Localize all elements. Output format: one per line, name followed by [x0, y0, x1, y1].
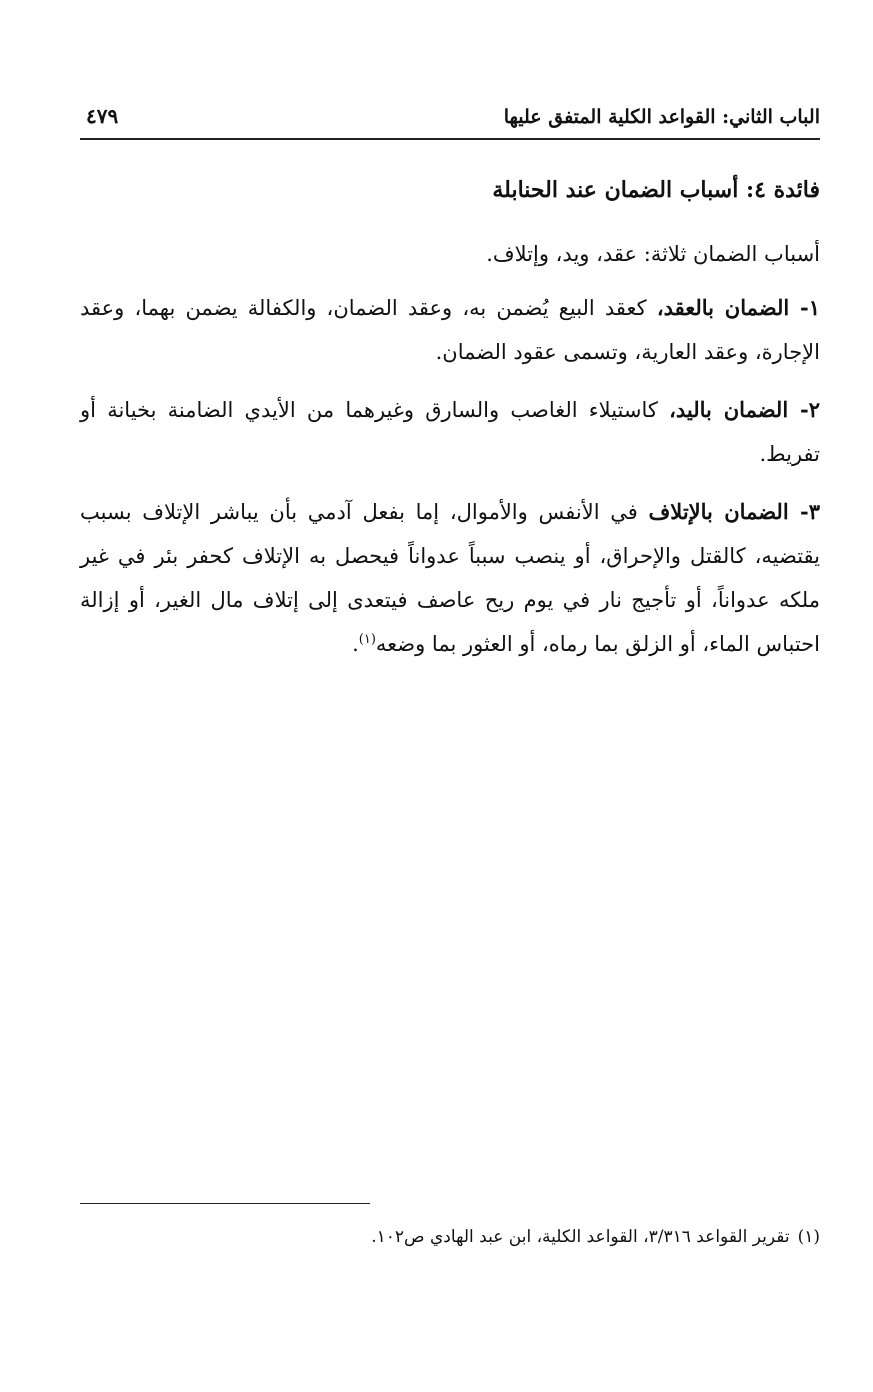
footnote-reference[interactable]: (١) [358, 632, 376, 647]
list-item [80, 286, 820, 374]
page-header [80, 98, 820, 140]
footnote-divider [80, 1203, 370, 1204]
page-number: ٤٧٩ [86, 104, 119, 128]
item-text: في الأنفس والأموال، إما بفعل آدمي بأن يباشر الإتلاف بسبب يقتضيه، كالقتل والإحراق، أو ينصب سبباً عدواناً فيحصل به الإتلاف كحفر بئر في غير ملكه عدواناً، أو تأجيج نار في يوم ريح عاصف فيتعدى إلى إتلاف مال الغير، أو إزالة احتباس الماء، أو الزلق بما رماه، أو العثور بما وضعه [80, 500, 820, 656]
item-lead: ١- الضمان بالعقد، [656, 295, 820, 320]
footnote [371, 1224, 820, 1250]
running-title: الباب الثاني: القواعد الكلية المتفق عليها [503, 106, 820, 128]
item-lead: ٢- الضمان باليد، [669, 397, 820, 422]
item-text: كاستيلاء الغاصب والسارق وغيرهما من الأيدي الضامنة بخيانة أو تفريط. [80, 398, 820, 466]
main-content [80, 170, 820, 680]
item-end: . [352, 632, 359, 656]
list-item [80, 490, 820, 666]
item-lead: ٣- الضمان بالإتلاف [648, 499, 821, 524]
item-text: كعقد البيع يُضمن به، وعقد الضمان، والكفالة يضمن بهما، وعقد الإجارة، وعقد العارية، وتسمى عقود الضمان. [80, 296, 820, 364]
section-heading: فائدة ٤: أسباب الضمان عند الحنابلة [492, 177, 820, 203]
list-item [80, 388, 820, 476]
footnote-text: تقرير القواعد ٣/٣١٦، القواعد الكلية، ابن عبد الهادي ص١٠٢. [371, 1227, 790, 1247]
footnote-marker: (١) [797, 1227, 820, 1247]
document-page [80, 0, 820, 1392]
intro-paragraph: أسباب الضمان ثلاثة: عقد، ويد، وإتلاف. [486, 242, 820, 266]
